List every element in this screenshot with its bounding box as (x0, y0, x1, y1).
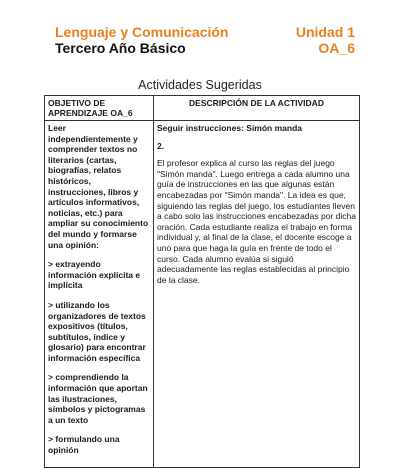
objective-bullet: > utilizando los organizadores de textos expositivos (títulos, subtítulos, índice y glosario) para encontrar información específica (48, 299, 146, 363)
objective-bullet: > formulando una opinión (48, 434, 120, 456)
description-column-header: DESCRIPCIÓN DE LA ACTIVIDAD (154, 96, 360, 121)
activities-table (44, 95, 360, 468)
activity-number: 2. (157, 140, 165, 151)
document-header (55, 24, 355, 56)
section-title: Actividades Sugeridas (138, 78, 262, 92)
objective-bullet: > extrayendo información explícita e implícita (48, 259, 141, 291)
objective-intro: Leer independientemente y comprender textos no literarios (cartas, biografías, relatos históricos, instrucciones, libros y artículos informativos, noticias, etc.) para ampliar su conocimiento del mundo y formarse una opinión: (48, 123, 149, 250)
grade-title: Tercero Año Básico (55, 40, 186, 56)
subject-title: Lenguaje y Comunicación (55, 24, 229, 40)
table-header-row (45, 96, 360, 121)
table-row (45, 121, 360, 468)
activity-title: Seguir instrucciones: Simón manda (157, 123, 303, 133)
activity-text: El profesor explica al curso las reglas del juego "Simón manda". Luego entrega a cada alumno una guía de instrucciones en las que algunas están encabezadas por "Simón manda". La idea es que, siguiendo las reglas del juego, los estudiantes lleven a cabo solo las instrucciones encabezadas por dicha oración. Cada estudiante realiza el trabajo en forma individual y, al final de la clase, el docente escoge a uno para que haga la guía en frente de todo el curso. Cada alumno evalúa si siguió adecuadamente las reglas establecidas al principio de la clase. (157, 158, 356, 285)
objective-column-header: OBJETIVO DE APRENDIZAJE OA_6 (45, 96, 154, 121)
objective-bullet: > comprendiendo la información que aportan las ilustraciones, símbolos y pictogramas a un texto (48, 372, 148, 425)
objective-cell (45, 121, 154, 468)
description-cell (154, 121, 360, 468)
unit-label: Unidad 1 (295, 24, 355, 40)
objective-code: OA_6 (318, 40, 355, 56)
